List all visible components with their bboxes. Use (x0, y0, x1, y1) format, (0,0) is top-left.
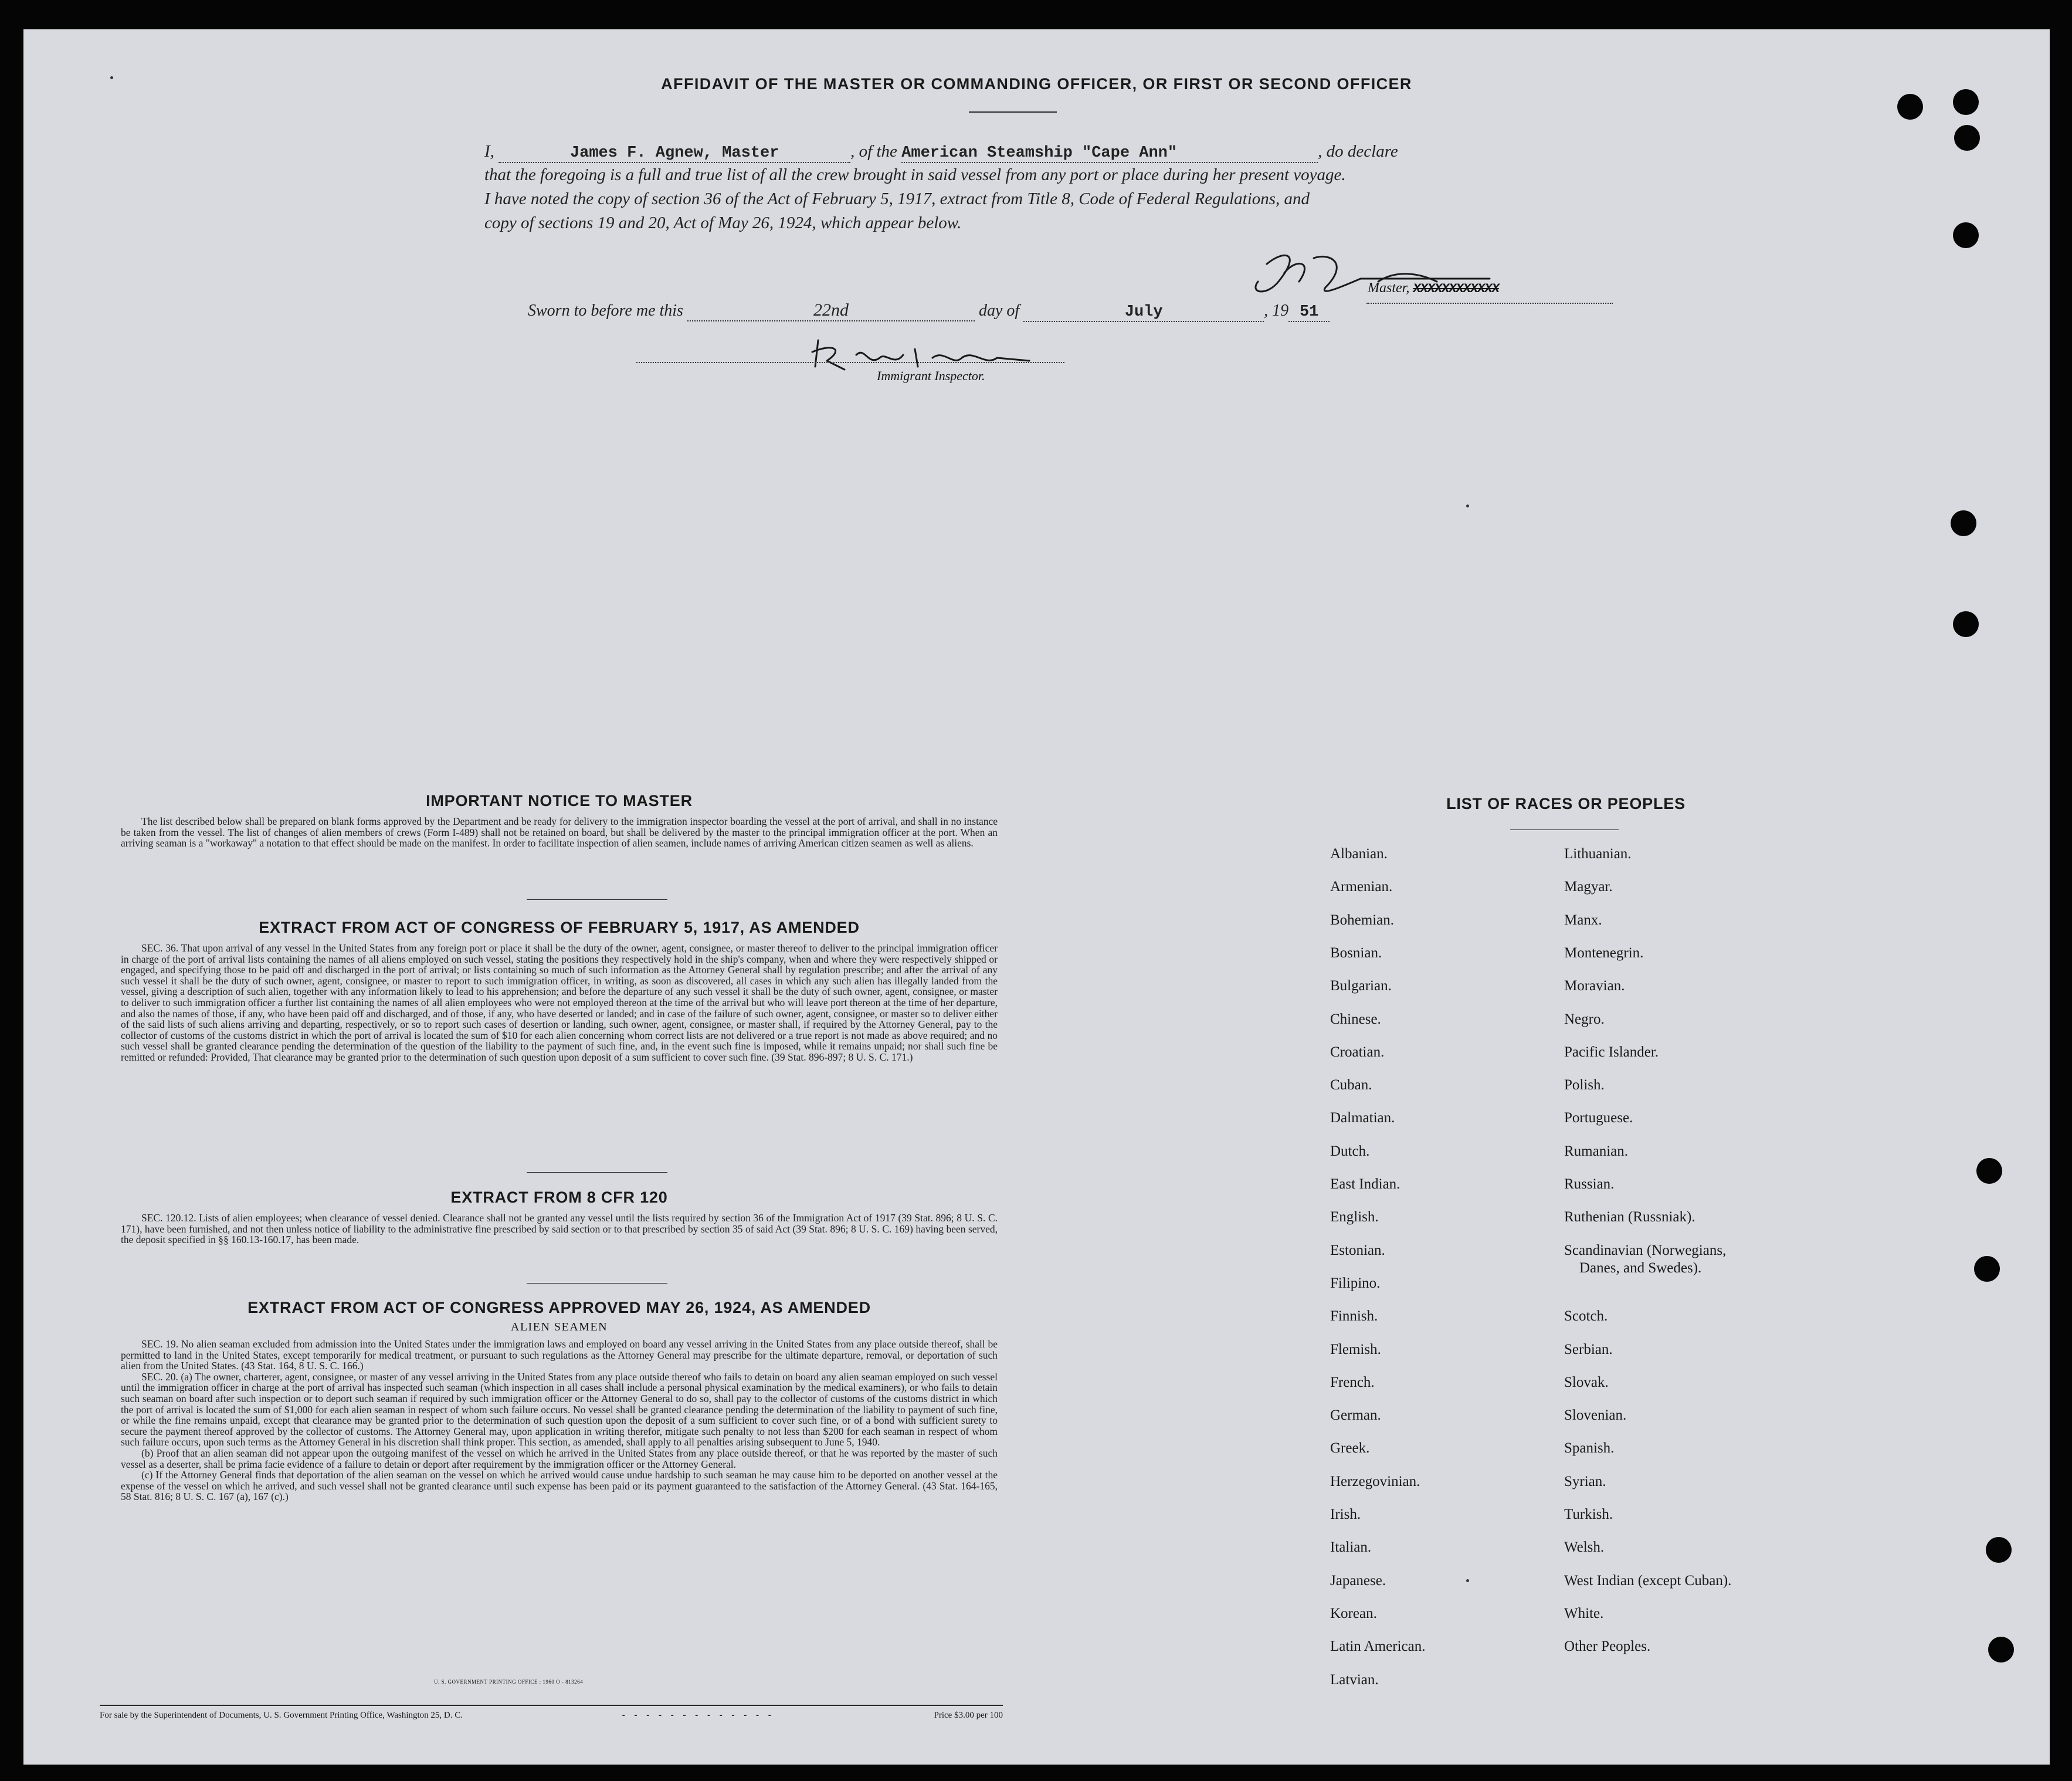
race-item: French. (1330, 1374, 1375, 1390)
i-label: I, (484, 142, 494, 161)
name-fill: James F. Agnew, Master (569, 144, 779, 162)
vessel-fill: American Steamship "Cape Ann" (901, 144, 1178, 162)
race-item: Cuban. (1330, 1077, 1372, 1093)
extract-1924-section (121, 1299, 998, 1502)
struck-out-title: XXXXXXXXXXXX (1413, 282, 1499, 296)
race-item: Chinese. (1330, 1011, 1381, 1027)
year-prefix: , 19 (1264, 302, 1289, 320)
race-item: Ruthenian (Russniak). (1564, 1209, 1695, 1225)
master-label-group (1368, 280, 1499, 296)
race-item: Croatian. (1330, 1044, 1385, 1060)
race-item: Slovenian. (1564, 1407, 1627, 1424)
of-the-label: , of the (850, 142, 897, 161)
binder-hole (1976, 1158, 2002, 1184)
extract-8cfr-section (121, 1189, 998, 1245)
sec-19-body: SEC. 19. No alien seaman excluded from admission into the United States under the immigration laws and employed on board any vessel arriving in the United States from any place outside thereof, shall be permitted to land in the United States, except temporarily for medical treatment, or pursuant to such regulations as the Attorney General may prescribe for the ultimate departure, removal, or deportation of such alien from the United States. (43 Stat. 164, 8 U. S. C. 166.) (121, 1338, 998, 1372)
footer (100, 1711, 1003, 1721)
race-item: Spanish. (1564, 1440, 1615, 1457)
sworn-label: Sworn to before me this (528, 302, 683, 320)
race-item: Rumanian. (1564, 1143, 1629, 1159)
sec-20a-body: SEC. 20. (a) The owner, charterer, agent, consignee, or master of any vessel arriving in the United States from any place outside thereof who fails to detain on board any alien seaman employed on such vessel until the immigration officer in charge at the port of arrival has inspected such seaman (which inspection in all cases shall include a personal physical examination by the medical examiners), or who fails to detain such seaman on board after such inspection or to deport such seaman if required by such immigration officer or the Attorney General to do so, shall pay to the collector of customs of the customs district in which the port of arrival is located the sum of $1,000 for each alien seaman in respect of whom such failure occurs. No vessel shall be granted clearance pending the determination of the liability to payment of such fine, or while the fine remains unpaid, except that clearance may be granted prior to the determination of such question upon the deposit of a sum sufficient to cover such fine, or of a bond with sufficient surety to secure the payment thereof approved by the collector of customs. The Attorney General may, upon application in writing therefor, mitigate such penalty to not less than $200 for each seaman in respect of whom such failure occurs, upon such terms as the Attorney General in his discretion shall think proper. This section, as amended, shall apply to all penalties arising subsequent to June 5, 1940. (121, 1370, 998, 1448)
race-item: Russian. (1564, 1176, 1615, 1192)
binder-hole (1954, 125, 1980, 151)
race-item: Greek. (1330, 1440, 1370, 1457)
race-item: Danes, and Swedes). (1579, 1259, 1702, 1276)
affidavit-title: AFFIDAVIT OF THE MASTER OR COMMANDING OFFICER, OR FIRST OR SECOND OFFICER (661, 75, 1412, 93)
binder-hole (1953, 89, 1979, 115)
binder-hole (1986, 1537, 2012, 1563)
race-item: English. (1330, 1209, 1379, 1225)
race-item: Dutch. (1330, 1143, 1370, 1159)
race-item: Armenian. (1330, 879, 1393, 895)
binder-hole (1951, 510, 1976, 536)
master-label: Master, (1368, 280, 1410, 296)
extract-1917-body: SEC. 36. That upon arrival of any vessel in the United States from any foreign port or place it shall be the duty of the owner, agent, consignee, or master thereof to deliver to the principal immigration officer in charge of the port of arrival lists containing the names of all aliens employed on such vessel, stating the positions they respectively hold in the ship's company, when and where they were respectively shipped or engaged, and specifying those to be paid off and discharged in the port of arrival; or lists containing so much of such information as the Attorney General shall by regulation prescribe; and after the arrival of any such vessel it shall be the duty of such owner, agent, consignee, or master to report to such immigration officer, in writing, as soon as discovered, all cases in which any such alien has illegally landed from the vessel, giving a description of such alien, together with any information likely to lead to his apprehension; and before the departure of any such vessel it shall be the duty of such owner, agent, consignee, or master to deliver to such immigration officer a further list containing the names of all alien employees who were not employed thereon at the time of the arrival but who will leave port thereon at the time of her departure, and also the names of those, if any, who have been paid off and discharged, and of those, if any, who have deserted or landed; and in case of the failure of such owner, agent, consignee, or master so to deliver either of the said lists of such aliens arriving and departing, respectively, or so to report such cases of desertion or landing, such owner, agent, consignee, or master shall, if required by the Attorney General, pay to the collector of customs of the customs district in which the port of arrival is located the sum of $10 for each alien concerning whom correct lists are not delivered or a true report is not made as above required; and no such vessel shall be granted clearance pending the determination of the question of the liability to the payment of such fine, and, in the event such fine is imposed, while it remains unpaid; nor shall such fine be remitted or refunded: Provided, That clearance may be granted prior to the determination of such question upon deposit of a sum sufficient to cover such fine. (39 Stat. 896-897; 8 U. S. C. 171.) (121, 942, 998, 1063)
binder-hole (1897, 94, 1923, 120)
race-item: Irish. (1330, 1506, 1361, 1522)
notice-heading: IMPORTANT NOTICE TO MASTER (426, 792, 693, 810)
race-item: Pacific Islander. (1564, 1044, 1659, 1060)
extract-8cfr-body: SEC. 120.12. Lists of alien employees; when clearance of vessel denied. Clearance shall not be granted any vessel until the lists required by section 36 of the Immigration Act of 1917 (39 Stat. 896; 8 U. S. C. 171), have been furnished, and not then unless notice of liability to the administrative fine prescribed by said section or to that prescribed by section 35 of said Act (39 Stat. 896; 8 U. S. C. 169) having been served, the deposit specified in §§ 160.13-160.17, has been made. (121, 1212, 998, 1246)
race-item: Albanian. (1330, 846, 1388, 862)
race-item: Other Peoples. (1564, 1638, 1651, 1655)
race-item: Polish. (1564, 1077, 1605, 1093)
race-item: Filipino. (1330, 1275, 1381, 1291)
race-item: Portuguese. (1564, 1110, 1633, 1126)
race-item: Lithuanian. (1564, 846, 1632, 862)
year-blank (1288, 302, 1330, 322)
footer-price: Price $3.00 per 100 (934, 1711, 1003, 1720)
race-item: Syrian. (1564, 1473, 1606, 1489)
race-item: Scandinavian (Norwegians, (1564, 1242, 1727, 1258)
race-item: Serbian. (1564, 1341, 1613, 1357)
day-fill: 22nd (813, 300, 849, 320)
declaration-line-1 (484, 142, 1398, 163)
race-item: Latin American. (1330, 1638, 1426, 1655)
footer-rule (100, 1705, 1003, 1706)
year-fill: 51 (1299, 303, 1319, 321)
race-item: Italian. (1330, 1539, 1372, 1556)
race-item: West Indian (except Cuban). (1564, 1572, 1732, 1589)
race-item: Dalmatian. (1330, 1110, 1395, 1126)
month-fill: July (1124, 303, 1163, 321)
notice-body: The list described below shall be prepared on blank forms approved by the Department and be ready for delivery to the immigration inspector boarding the vessel at the port of arrival, and shall in no instance be taken from the vessel. The list of changes of alien members of crews (Form I-489) shall not be retained on board, but shall be delivered by the master to the principal immigration officer at the port. When an arriving seaman is a "workaway" a notation to that effect should be made on the manifest. In order to facilitate inspection of alien seamen, include names of arriving American citizen seamen as well as aliens. (121, 815, 998, 849)
notice-divider (527, 899, 667, 900)
footer-sale-text: For sale by the Superintendent of Documents, U. S. Government Printing Office, Washington 25, D. C. (100, 1711, 463, 1720)
binder-hole (1988, 1637, 2014, 1663)
binder-hole (1953, 222, 1979, 248)
sec-20c-body: (c) If the Attorney General finds that deportation of the alien seaman on the vessel on which he arrived would cause undue hardship to such seaman he may cause him to be deported on another vessel at the expense of the vessel on which he arrived, and such vessel shall not be granted clearance until such expense has been paid or its payment guaranteed to the satisfaction of the Attorney General. (43 Stat. 164-165, 58 Stat. 816; 8 U. S. C. 167 (a), 167 (c).) (121, 1469, 998, 1503)
declaration-line-4: copy of sections 19 and 20, Act of May 26, 1924, which appear below. (484, 214, 962, 232)
form-sheet (23, 29, 2050, 1765)
title-divider (969, 111, 1057, 113)
day-of-label: day of (978, 302, 1020, 320)
race-item: Scotch. (1564, 1308, 1608, 1325)
extract-1917-section (121, 919, 998, 1063)
extract-1917-divider (527, 1172, 667, 1173)
race-item: Finnish. (1330, 1308, 1378, 1325)
notice-section (121, 792, 998, 849)
race-item: Welsh. (1564, 1539, 1605, 1556)
declaration-line-2: that the foregoing is a full and true list of all the crew brought in said vessel from any port or place during her present voyage. (484, 165, 1346, 184)
declaration-line-3: I have noted the copy of section 36 of the Act of February 5, 1917, extract from Title 8, Code of Federal Regulations, and (484, 189, 1310, 208)
binder-hole (1953, 611, 1979, 637)
sec-20b-body: (b) Proof that an alien seaman did not appear upon the outgoing manifest of the vessel on which he arrived in the United States from any place outside thereof, or that he was reported by the master of such vessel as a deserter, shall be prima facie evidence of a failure to detain or deport after requirement by the immigration officer or the Attorney General. (121, 1447, 998, 1470)
race-item: East Indian. (1330, 1176, 1400, 1192)
race-item: Bulgarian. (1330, 978, 1392, 994)
race-item: Turkish. (1564, 1506, 1613, 1522)
name-blank (498, 142, 850, 163)
race-item: Japanese. (1330, 1572, 1386, 1589)
race-item: Montenegrin. (1564, 944, 1644, 961)
races-heading: LIST OF RACES OR PEOPLES (1446, 795, 1686, 812)
race-item: Estonian. (1330, 1242, 1385, 1258)
race-item: Latvian. (1330, 1671, 1379, 1688)
extract-1917-heading: EXTRACT FROM ACT OF CONGRESS OF FEBRUARY 5, 1917, AS AMENDED (259, 919, 860, 936)
inspector-label: Immigrant Inspector. (877, 368, 985, 383)
extract-1924-heading: EXTRACT FROM ACT OF CONGRESS APPROVED MAY 26, 1924, AS AMENDED (247, 1299, 871, 1316)
race-item: Bohemian. (1330, 912, 1395, 928)
extract-8cfr-heading: EXTRACT FROM 8 CFR 120 (450, 1189, 668, 1206)
race-item: White. (1564, 1605, 1604, 1621)
race-item: Magyar. (1564, 879, 1613, 895)
footer-dots: - - - - - - - - - - - - - (622, 1711, 775, 1720)
race-item: German. (1330, 1407, 1381, 1424)
gpo-imprint: U. S. GOVERNMENT PRINTING OFFICE : 1960 O - 813264 (434, 1679, 584, 1685)
speck (1466, 504, 1469, 507)
extract-8cfr-divider (527, 1283, 667, 1284)
race-item: Korean. (1330, 1605, 1377, 1621)
master-signature-line (1366, 303, 1613, 304)
race-item: Bosnian. (1330, 944, 1382, 961)
races-divider (1510, 829, 1619, 830)
race-item: Negro. (1564, 1011, 1605, 1027)
speck (1466, 1579, 1469, 1582)
race-item: Manx. (1564, 912, 1602, 928)
month-blank (1023, 302, 1264, 322)
race-item: Moravian. (1564, 978, 1625, 994)
speck (110, 76, 113, 79)
inspector-signature-line (636, 362, 1064, 363)
race-item: Slovak. (1564, 1374, 1609, 1390)
extract-1924-subheading: ALIEN SEAMEN (510, 1320, 608, 1333)
vessel-blank (901, 142, 1318, 163)
day-blank (687, 300, 975, 321)
binder-hole (1974, 1256, 2000, 1282)
do-declare-label: , do declare (1318, 142, 1398, 161)
race-item: Herzegovinian. (1330, 1473, 1420, 1489)
sworn-line (528, 300, 1330, 322)
race-item: Flemish. (1330, 1341, 1381, 1357)
